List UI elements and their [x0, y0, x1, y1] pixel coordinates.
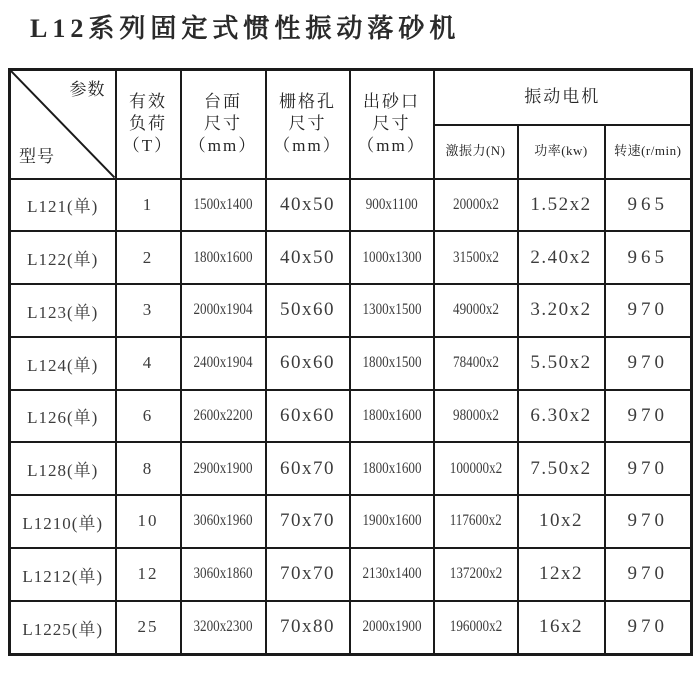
- cell-speed: 970: [605, 284, 692, 337]
- page-title: L12系列固定式惯性振动落砂机: [30, 14, 461, 43]
- cell-value: 2600x2200: [193, 406, 253, 424]
- header-speed: 转速(r/min): [605, 125, 692, 179]
- cell-value: 1300x1500: [361, 301, 422, 319]
- cell-speed: 970: [605, 601, 692, 655]
- header-load-unit: （T）: [122, 136, 174, 156]
- cell-table-size: [181, 495, 266, 548]
- header-sand-outlet-line1: 出砂口: [363, 92, 420, 112]
- cell-force: [434, 231, 518, 284]
- cell-load: 25: [116, 601, 181, 655]
- header-table-size: [181, 70, 266, 179]
- cell-value: 49000x2: [452, 301, 499, 319]
- cell-speed: 970: [605, 495, 692, 548]
- cell-power: 6.30x2: [518, 390, 605, 443]
- header-table-size-line2: 尺寸: [204, 114, 242, 134]
- cell-table-size: [181, 390, 266, 443]
- cell-value: 20000x2: [452, 195, 499, 213]
- cell-value: 1800x1500: [361, 354, 422, 372]
- cell-value: 1800x1600: [361, 459, 422, 477]
- cell-sand-outlet: [350, 284, 434, 337]
- cell-value: 1800x1600: [193, 248, 253, 266]
- table-row: [10, 442, 692, 495]
- cell-grid-hole: 60x60: [266, 390, 350, 443]
- cell-load: 4: [116, 337, 181, 390]
- header-grid-hole-unit: （mm）: [273, 136, 342, 156]
- cell-load: 3: [116, 284, 181, 337]
- cell-force: [434, 495, 518, 548]
- header-load-line2: 负荷: [129, 114, 167, 134]
- cell-force: [434, 337, 518, 390]
- cell-value: 1500x1400: [193, 195, 253, 213]
- cell-speed: 970: [605, 390, 692, 443]
- cell-force: [434, 548, 518, 601]
- cell-force: [434, 284, 518, 337]
- cell-sand-outlet: [350, 601, 434, 655]
- cell-model: L123(单): [10, 284, 116, 337]
- header-exciting-force: 激振力(N): [434, 125, 518, 179]
- cell-value: 117600x2: [449, 512, 502, 530]
- cell-force: [434, 390, 518, 443]
- table-row: [10, 390, 692, 443]
- cell-grid-hole: 70x70: [266, 495, 350, 548]
- cell-power: 7.50x2: [518, 442, 605, 495]
- cell-speed: 965: [605, 179, 692, 232]
- corner-param-label: 参数: [69, 80, 106, 99]
- table-row: [10, 179, 692, 232]
- cell-table-size: [181, 442, 266, 495]
- cell-value: 1000x1300: [361, 248, 422, 266]
- cell-model: L128(单): [10, 442, 116, 495]
- corner-cell: [10, 70, 116, 179]
- cell-sand-outlet: [350, 390, 434, 443]
- cell-value: 2130x1400: [361, 565, 422, 583]
- cell-value: 2000x1904: [193, 301, 253, 319]
- cell-sand-outlet: [350, 442, 434, 495]
- cell-model: L124(单): [10, 337, 116, 390]
- table-row: [10, 548, 692, 601]
- cell-speed: 970: [605, 337, 692, 390]
- cell-power: 5.50x2: [518, 337, 605, 390]
- cell-speed: 970: [605, 442, 692, 495]
- cell-value: 1800x1600: [361, 406, 422, 424]
- cell-value: 2400x1904: [193, 354, 253, 372]
- cell-sand-outlet: [350, 231, 434, 284]
- cell-value: 2900x1900: [193, 459, 253, 477]
- cell-sand-outlet: [350, 337, 434, 390]
- cell-sand-outlet: [350, 179, 434, 232]
- header-grid-hole: [266, 70, 350, 179]
- cell-model: L121(单): [10, 179, 116, 232]
- cell-value: 3060x1960: [193, 512, 253, 530]
- header-grid-hole-line1: 栅格孔: [279, 92, 336, 112]
- cell-sand-outlet: [350, 495, 434, 548]
- cell-power: 16x2: [518, 601, 605, 655]
- header-sand-outlet-line2: 尺寸: [372, 114, 411, 134]
- header-table-size-unit: （mm）: [188, 136, 258, 156]
- table-row: [10, 495, 692, 548]
- cell-value: 100000x2: [449, 459, 502, 477]
- cell-grid-hole: 70x80: [266, 601, 350, 655]
- cell-load: 12: [116, 548, 181, 601]
- cell-value: 3060x1860: [193, 565, 253, 583]
- cell-speed: 970: [605, 548, 692, 601]
- cell-table-size: [181, 179, 266, 232]
- cell-grid-hole: 50x60: [266, 284, 350, 337]
- cell-load: 2: [116, 231, 181, 284]
- cell-load: 10: [116, 495, 181, 548]
- header-load-line1: 有效: [129, 92, 167, 112]
- table-row: [10, 601, 692, 655]
- cell-value: 900x1100: [365, 195, 418, 213]
- cell-model: L1210(单): [10, 495, 116, 548]
- cell-model: L122(单): [10, 231, 116, 284]
- cell-value: 196000x2: [449, 618, 502, 636]
- cell-force: [434, 601, 518, 655]
- cell-grid-hole: 40x50: [266, 179, 350, 232]
- cell-power: 2.40x2: [518, 231, 605, 284]
- cell-model: L1212(单): [10, 548, 116, 601]
- cell-force: [434, 442, 518, 495]
- table-row: [10, 284, 692, 337]
- cell-load: 1: [116, 179, 181, 232]
- cell-power: 3.20x2: [518, 284, 605, 337]
- header-sand-outlet: [350, 70, 434, 179]
- cell-table-size: [181, 284, 266, 337]
- table-row: [10, 337, 692, 390]
- spec-table: [8, 68, 693, 656]
- cell-grid-hole: 40x50: [266, 231, 350, 284]
- header-grid-hole-line2: 尺寸: [288, 114, 327, 134]
- corner-model-label: 型号: [19, 147, 55, 167]
- cell-table-size: [181, 601, 266, 655]
- cell-value: 1900x1600: [361, 512, 422, 530]
- cell-value: 2000x1900: [361, 618, 422, 636]
- cell-power: 1.52x2: [518, 179, 605, 232]
- header-motor-group: 振动电机: [434, 70, 692, 125]
- cell-grid-hole: 60x70: [266, 442, 350, 495]
- cell-speed: 965: [605, 231, 692, 284]
- cell-model: L1225(单): [10, 601, 116, 655]
- cell-load: 6: [116, 390, 181, 443]
- cell-power: 10x2: [518, 495, 605, 548]
- cell-grid-hole: 60x60: [266, 337, 350, 390]
- cell-value: 78400x2: [452, 354, 499, 372]
- cell-value: 3200x2300: [193, 618, 253, 636]
- cell-table-size: [181, 337, 266, 390]
- cell-sand-outlet: [350, 548, 434, 601]
- cell-force: [434, 179, 518, 232]
- cell-value: 137200x2: [449, 565, 502, 583]
- cell-value: 31500x2: [452, 248, 499, 266]
- header-table-size-line1: 台面: [204, 92, 242, 112]
- cell-value: 98000x2: [452, 406, 499, 424]
- header-load: [116, 70, 181, 179]
- cell-power: 12x2: [518, 548, 605, 601]
- cell-load: 8: [116, 442, 181, 495]
- cell-table-size: [181, 231, 266, 284]
- header-power: 功率(kw): [518, 125, 605, 179]
- cell-table-size: [181, 548, 266, 601]
- header-sand-outlet-unit: （mm）: [357, 136, 426, 156]
- table-row: [10, 231, 692, 284]
- cell-grid-hole: 70x70: [266, 548, 350, 601]
- cell-model: L126(单): [10, 390, 116, 443]
